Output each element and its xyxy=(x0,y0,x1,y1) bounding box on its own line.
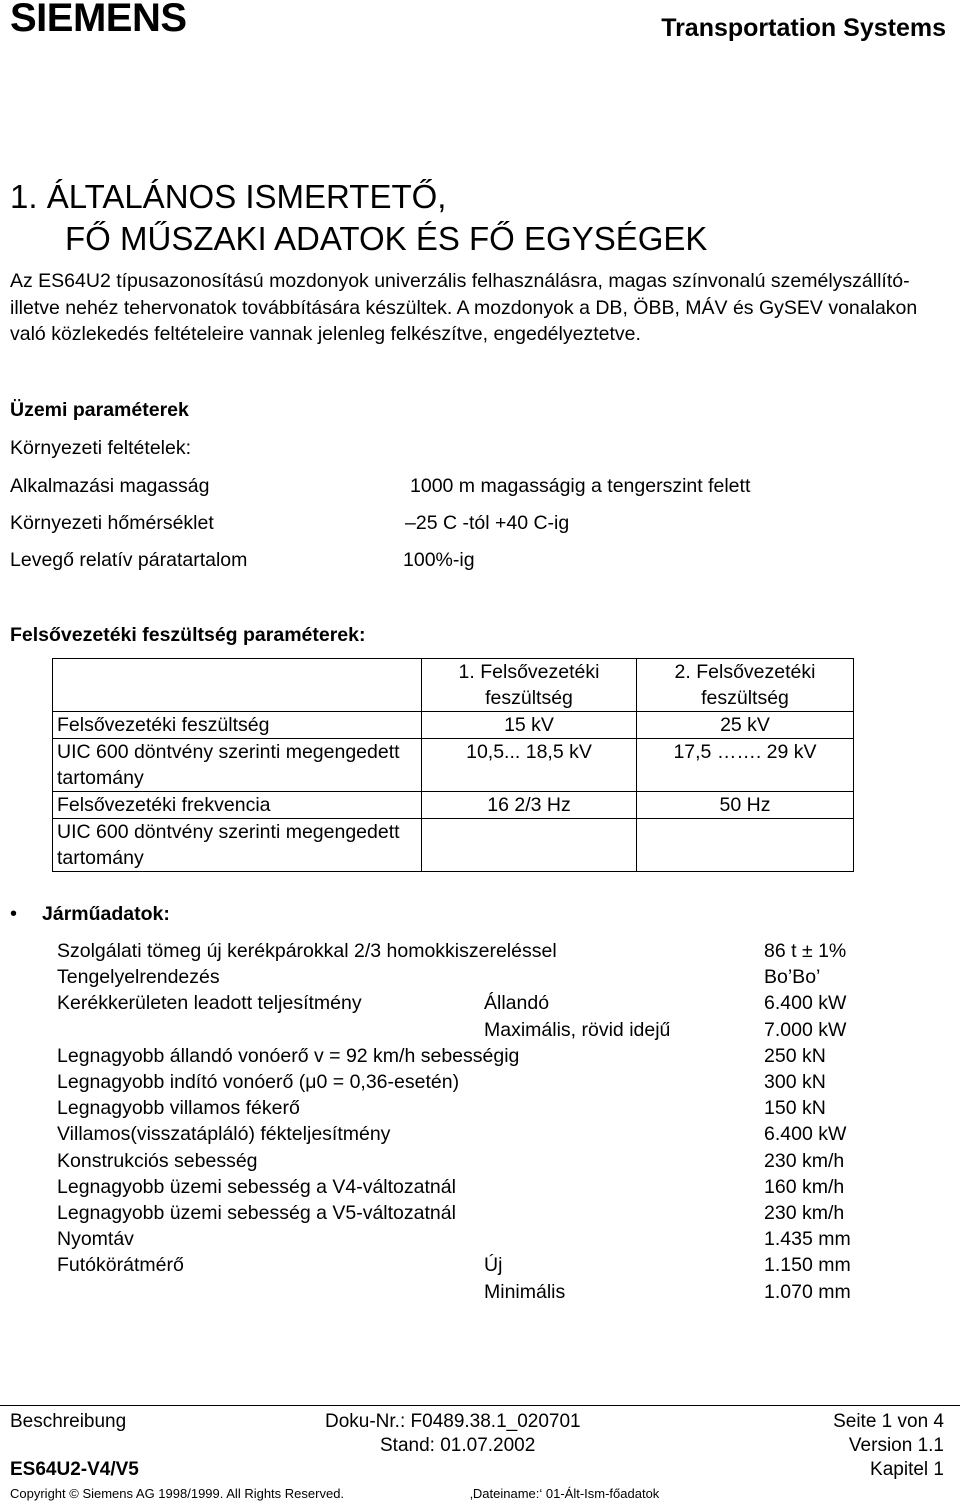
footer-chapter: Kapitel 1 xyxy=(870,1459,944,1480)
vehicle-row-label: Tengelyelrendezés xyxy=(57,966,220,988)
vehicle-row-value: 1.070 mm xyxy=(764,1281,851,1303)
humidity-value: 100%-ig xyxy=(403,549,475,571)
vehicle-row-label: Legnagyobb állandó vonóerő v = 92 km/h sebességig xyxy=(57,1045,520,1067)
vehicle-row-condition: Új xyxy=(484,1254,503,1276)
vehicle-heading: Járműadatok: xyxy=(42,903,170,925)
vehicle-row-condition: Minimális xyxy=(484,1281,566,1303)
humidity-label: Levegő relatív páratartalom xyxy=(10,549,248,571)
table-cell-label: Felsővezetéki frekvencia xyxy=(53,792,422,819)
section-title-line1: 1. ÁLTALÁNOS ISMERTETŐ, xyxy=(10,178,447,215)
table-cell-v1: 16 2/3 Hz xyxy=(422,792,637,819)
footer-stand: Stand: 01.07.2002 xyxy=(380,1435,536,1456)
table-row xyxy=(53,819,854,872)
footer-model: ES64U2-V4/V5 xyxy=(10,1459,139,1480)
footer-divider xyxy=(0,1405,960,1406)
vehicle-row-value: 1.150 mm xyxy=(764,1254,851,1276)
vehicle-row-label: Konstrukciós sebesség xyxy=(57,1150,258,1172)
vehicle-row-value: 86 t ± 1% xyxy=(764,940,847,962)
table-cell-v2: 25 kV xyxy=(637,712,854,739)
table-cell-label: UIC 600 döntvény szerinti megengedett tartomány xyxy=(53,739,422,792)
vehicle-row-label: Legnagyobb villamos fékerő xyxy=(57,1097,300,1119)
vehicle-row-condition: Állandó xyxy=(484,992,550,1014)
table-row xyxy=(53,792,854,819)
division-title: Transportation Systems xyxy=(661,14,946,42)
intro-paragraph: Az ES64U2 típusazonosítású mozdonyok univerzális felhasználásra, magas színvonalú személyszállító- illetve nehéz tehervonatok továbbítására készültek. A mozdonyok a DB, ÖBB, MÁV és GySEV vonalakon való közlekedés feltételeire vannak jelenleg felkészítve, engedélyeztetve. xyxy=(10,270,918,345)
vehicle-row-label: Nyomtáv xyxy=(57,1228,134,1250)
overhead-table xyxy=(52,658,854,872)
vehicle-row-condition: Maximális, rövid idejű xyxy=(484,1019,671,1041)
footer-filename: ‚Dateiname:‘ 01-Ált-Ism-főadatok xyxy=(470,1486,660,1501)
altitude-label: Alkalmazási magasság xyxy=(10,475,210,497)
vehicle-row-label: Villamos(visszatápláló) fékteljesítmény xyxy=(57,1123,391,1145)
table-cell-v1: 15 kV xyxy=(422,712,637,739)
table-cell-v2: 50 Hz xyxy=(637,792,854,819)
operating-heading: Üzemi paraméterek xyxy=(10,399,189,421)
vehicle-row-value: 230 km/h xyxy=(764,1202,845,1224)
vehicle-row-value: 160 km/h xyxy=(764,1176,845,1198)
vehicle-row-label: Kerékkerületen leadott teljesítmény xyxy=(57,992,362,1014)
vehicle-row-value: 230 km/h xyxy=(764,1150,845,1172)
table-cell-v2: 17,5 ……. 29 kV xyxy=(637,739,854,792)
vehicle-row-label: Futókörátmérő xyxy=(57,1254,184,1276)
table-cell-v1 xyxy=(422,819,637,872)
environment-subheading: Környezeti feltételek: xyxy=(10,437,192,459)
temperature-label: Környezeti hőmérséklet xyxy=(10,512,214,534)
section-title-line2: FŐ MŰSZAKI ADATOK ÉS FŐ EGYSÉGEK xyxy=(65,220,708,257)
altitude-value: 1000 m magasságig a tengerszint felett xyxy=(410,475,751,497)
vehicle-row-value: 250 kN xyxy=(764,1045,826,1067)
vehicle-row-label: Szolgálati tömeg új kerékpárokkal 2/3 homokkiszereléssel xyxy=(57,940,557,962)
table-row xyxy=(53,739,854,792)
vehicle-row-value: 6.400 kW xyxy=(764,992,847,1014)
vehicle-row-value: 6.400 kW xyxy=(764,1123,847,1145)
temperature-value: –25 C -tól +40 C-ig xyxy=(405,512,570,534)
table-header-col2: 2. Felsővezetéki feszültség xyxy=(637,659,854,712)
footer-doku-nr: Doku-Nr.: F0489.38.1_020701 xyxy=(325,1411,581,1432)
table-header-col1: 1. Felsővezetéki feszültség xyxy=(422,659,637,712)
footer-version: Version 1.1 xyxy=(848,1435,944,1456)
vehicle-row-value: 300 kN xyxy=(764,1071,826,1093)
table-cell-empty xyxy=(53,659,422,712)
table-row xyxy=(53,712,854,739)
siemens-logo: SIEMENS xyxy=(10,0,187,40)
vehicle-row-value: 7.000 kW xyxy=(764,1019,847,1041)
footer-page: Seite 1 von 4 xyxy=(833,1411,944,1432)
vehicle-row-value: 150 kN xyxy=(764,1097,826,1119)
vehicle-row-value: Bo’Bo’ xyxy=(764,966,821,988)
vehicle-row-label: Legnagyobb üzemi sebesség a V5-változatnál xyxy=(57,1202,456,1224)
table-row xyxy=(53,659,854,712)
vehicle-row-label: Legnagyobb üzemi sebesség a V4-változatnál xyxy=(57,1176,456,1198)
table-cell-label: Felsővezetéki feszültség xyxy=(53,712,422,739)
bullet-icon: • xyxy=(10,903,18,925)
table-cell-v1: 10,5... 18,5 kV xyxy=(422,739,637,792)
table-cell-label: UIC 600 döntvény szerinti megengedett tartomány xyxy=(53,819,422,872)
table-cell-v2 xyxy=(637,819,854,872)
footer-copyright: Copyright © Siemens AG 1998/1999. All Rights Reserved. xyxy=(10,1486,345,1501)
vehicle-row-value: 1.435 mm xyxy=(764,1228,851,1250)
footer-doc-type: Beschreibung xyxy=(10,1411,127,1432)
vehicle-row-label: Legnagyobb indító vonóerő (μ0 = 0,36-esetén) xyxy=(57,1071,460,1093)
overhead-heading: Felsővezetéki feszültség paraméterek: xyxy=(10,624,366,646)
